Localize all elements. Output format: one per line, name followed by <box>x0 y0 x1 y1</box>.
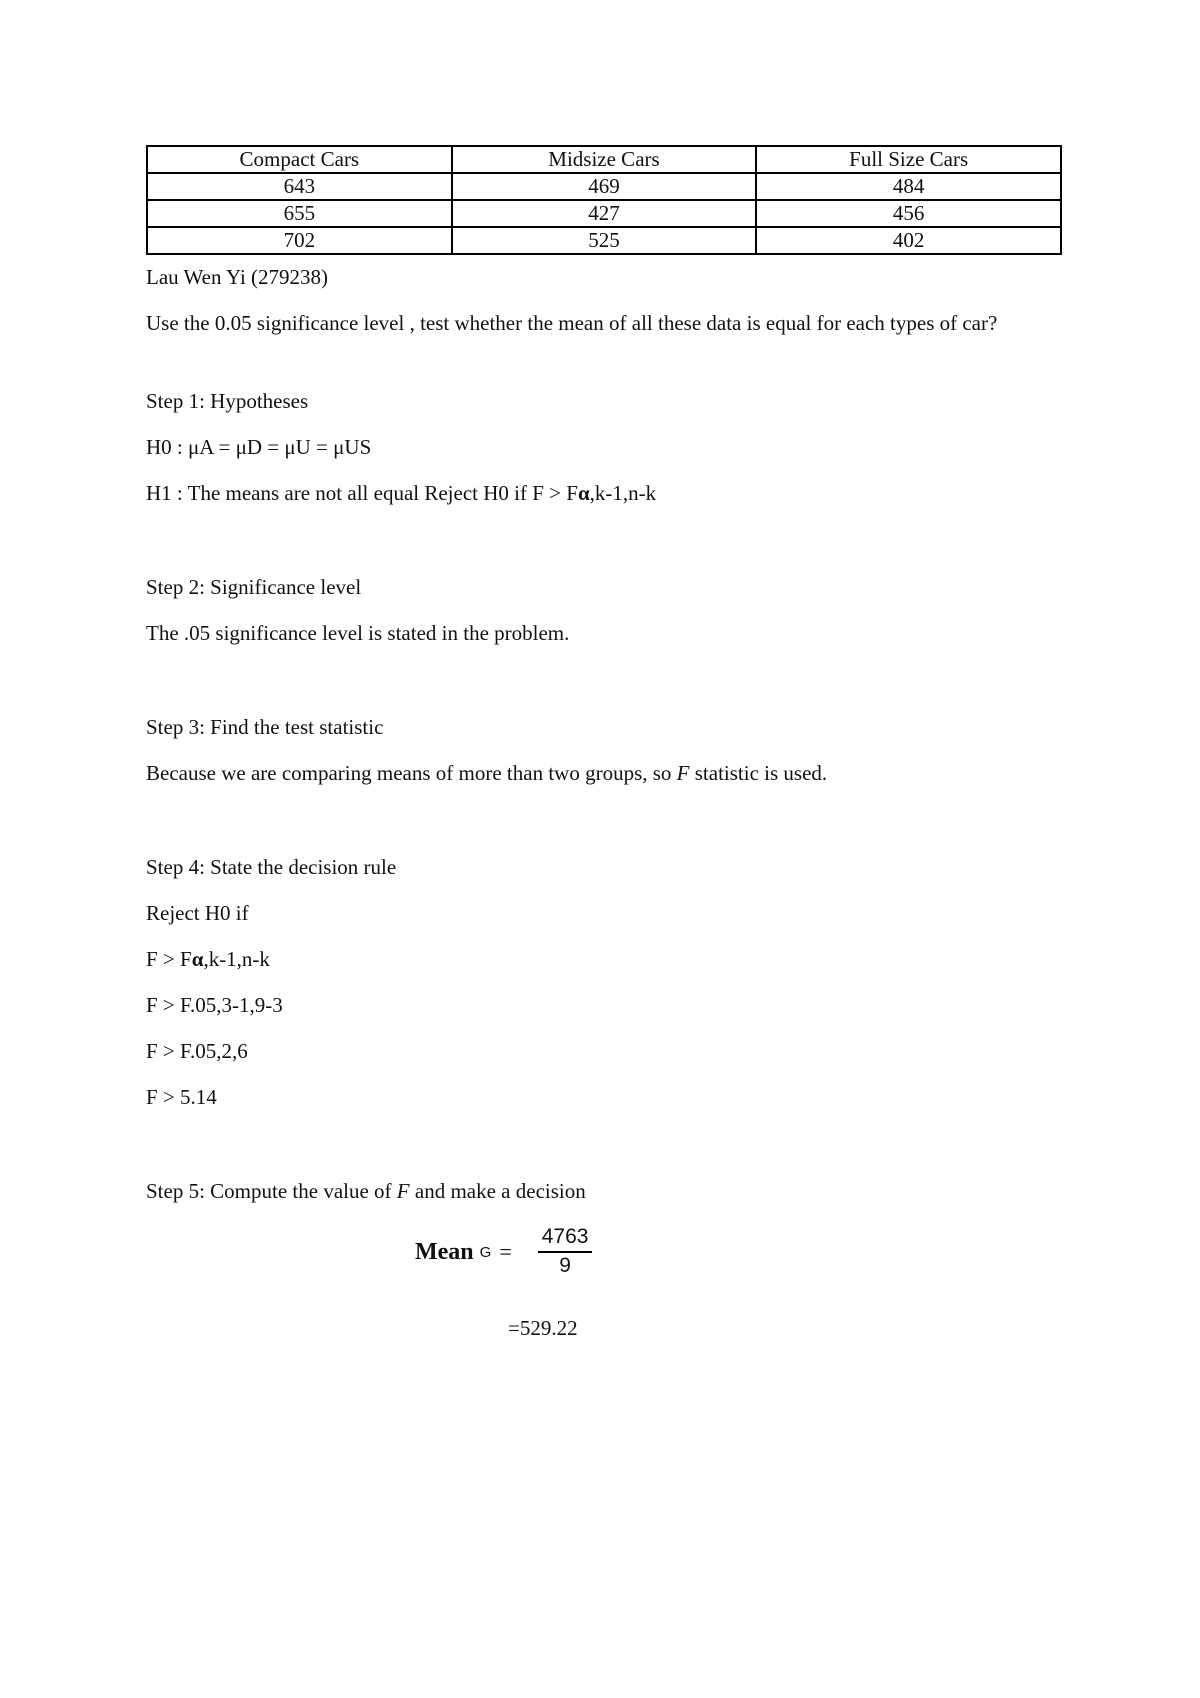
h1-suffix: ,k-1,n-k <box>589 481 657 505</box>
table-cell: 702 <box>147 227 452 254</box>
table-header-cell: Full Size Cars <box>756 146 1061 173</box>
step3-text <box>146 758 827 788</box>
step4-line3: F > F.05,3-1,9-3 <box>146 993 283 1017</box>
table-cell: 525 <box>452 227 757 254</box>
mean-result: =529.22 <box>508 1316 578 1340</box>
author-line: Lau Wen Yi (279238) <box>146 265 329 289</box>
table-header-row <box>147 146 1061 173</box>
table-row <box>147 173 1061 200</box>
mean-label: Mean <box>415 1238 474 1265</box>
step3-text-before: Because we are comparing means of more than two groups, so <box>146 761 677 785</box>
step4-line2 <box>146 944 270 974</box>
table-row <box>147 200 1061 227</box>
step5-title-after: and make a decision <box>409 1179 586 1203</box>
step1-h1 <box>146 478 656 508</box>
table-header-cell: Midsize Cars <box>452 146 757 173</box>
step1-title: Step 1: Hypotheses <box>146 389 309 413</box>
line2-prefix: F > F <box>146 947 192 971</box>
mean-subscript: G <box>479 1243 492 1261</box>
step3-title: Step 3: Find the test statistic <box>146 715 384 739</box>
step2-text: The .05 significance level is stated in the problem. <box>146 621 570 645</box>
line2-suffix: ,k-1,n-k <box>203 947 270 971</box>
table-cell: 456 <box>756 200 1061 227</box>
table-cell: 469 <box>452 173 757 200</box>
fraction <box>538 1225 593 1279</box>
equals-sign: = <box>499 1239 512 1264</box>
table-cell: 643 <box>147 173 452 200</box>
question-text: Use the 0.05 significance level , test whether the mean of all these data is equal for each types of car? <box>146 311 998 335</box>
step1-h0: H0 : μA = μD = μU = μUS <box>146 435 372 459</box>
table-cell: 427 <box>452 200 757 227</box>
step5-title-before: Step 5: Compute the value of <box>146 1179 397 1203</box>
alpha-symbol: α <box>191 947 204 971</box>
step4-line5: F > 5.14 <box>146 1085 217 1109</box>
step4-line4: F > F.05,2,6 <box>146 1039 248 1063</box>
table-cell: 402 <box>756 227 1061 254</box>
step3-text-after: statistic is used. <box>689 761 828 785</box>
f-variable: F <box>676 761 690 785</box>
mean-formula <box>415 1222 592 1282</box>
alpha-symbol: α <box>577 481 590 505</box>
step4-line1: Reject H0 if <box>146 901 249 925</box>
step2-title: Step 2: Significance level <box>146 575 362 599</box>
f-variable: F <box>396 1179 410 1203</box>
table-cell: 484 <box>756 173 1061 200</box>
table-header-cell: Compact Cars <box>147 146 452 173</box>
fraction-numerator: 4763 <box>538 1225 593 1253</box>
step5-title <box>146 1176 586 1206</box>
table-cell: 655 <box>147 200 452 227</box>
table-row <box>147 227 1061 254</box>
fraction-denominator: 9 <box>559 1254 571 1277</box>
car-data-table <box>146 145 1062 255</box>
step4-title: Step 4: State the decision rule <box>146 855 397 879</box>
h1-prefix: H1 : The means are not all equal Reject H0 if F > F <box>146 481 578 505</box>
